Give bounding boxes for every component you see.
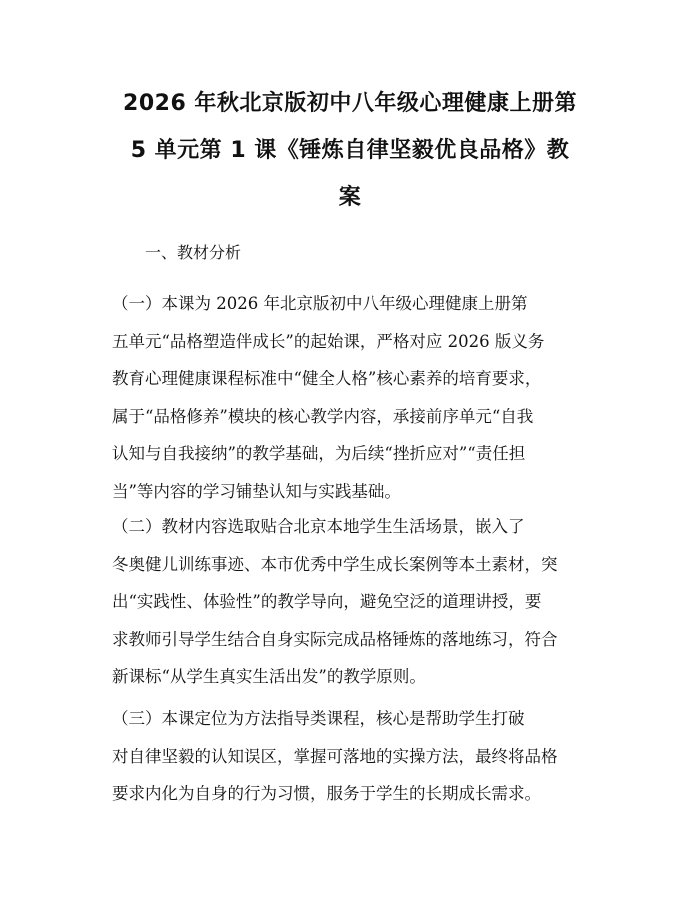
title-line-1: 2026 年秋北京版初中八年级心理健康上册第 [123, 91, 577, 116]
paragraph-3 [112, 700, 602, 813]
paragraph-line: 冬奥健儿训练事迹、本市优秀中学生成长案例等本土素材，突 [112, 554, 558, 574]
paragraph-line: 新课标“从学生真实生活出发”的教学原则。 [112, 667, 426, 686]
paragraph-line: 求教师引导学生结合自身实际完成品格锤炼的落地练习，符合 [112, 629, 558, 649]
paragraph-line: 要求内化为自身的行为习惯，服务于学生的长期成长需求。 [112, 784, 541, 803]
paragraph-line: 当”等内容的学习铺垫认知与实践基础。 [112, 481, 401, 501]
title-line-3: 案 [338, 185, 362, 210]
paragraph-line: 五单元“品格塑造伴成长”的起始课，严格对应 2026 版义务 [112, 331, 545, 351]
paragraph-line: （一）本课为 2026 年北京版初中八年级心理健康上册第 [112, 294, 528, 313]
document-title [100, 80, 600, 221]
paragraph-line: 属于“品格修养”模块的核心教学内容，承接前序单元“自我 [112, 406, 534, 426]
paragraph-line: （三）本课定位为方法指导类课程，核心是帮助学生打破 [112, 709, 525, 728]
section-heading: 一、教材分析 [145, 243, 242, 262]
paragraph-line: 出“实践性、体验性”的教学导向，避免空泛的道理讲授，要 [112, 592, 542, 611]
paragraph-2 [112, 508, 602, 696]
paragraph-line: 对自律坚毅的认知误区，掌握可落地的实操方法，最终将品格 [112, 746, 558, 766]
paragraph-line: 教育心理健康课程标准中“健全人格”核心素养的培育要求， [112, 369, 542, 388]
title-line-2: 5 单元第 1 课《锤炼自律坚毅优良品格》教 [130, 138, 570, 163]
paragraph-line: 认知与自我接纳”的教学基础，为后续“挫折应对”“责任担 [112, 444, 526, 463]
paragraph-line: （二）教材内容选取贴合北京本地学生生活场景，嵌入了 [112, 517, 525, 536]
paragraph-1 [112, 285, 602, 510]
